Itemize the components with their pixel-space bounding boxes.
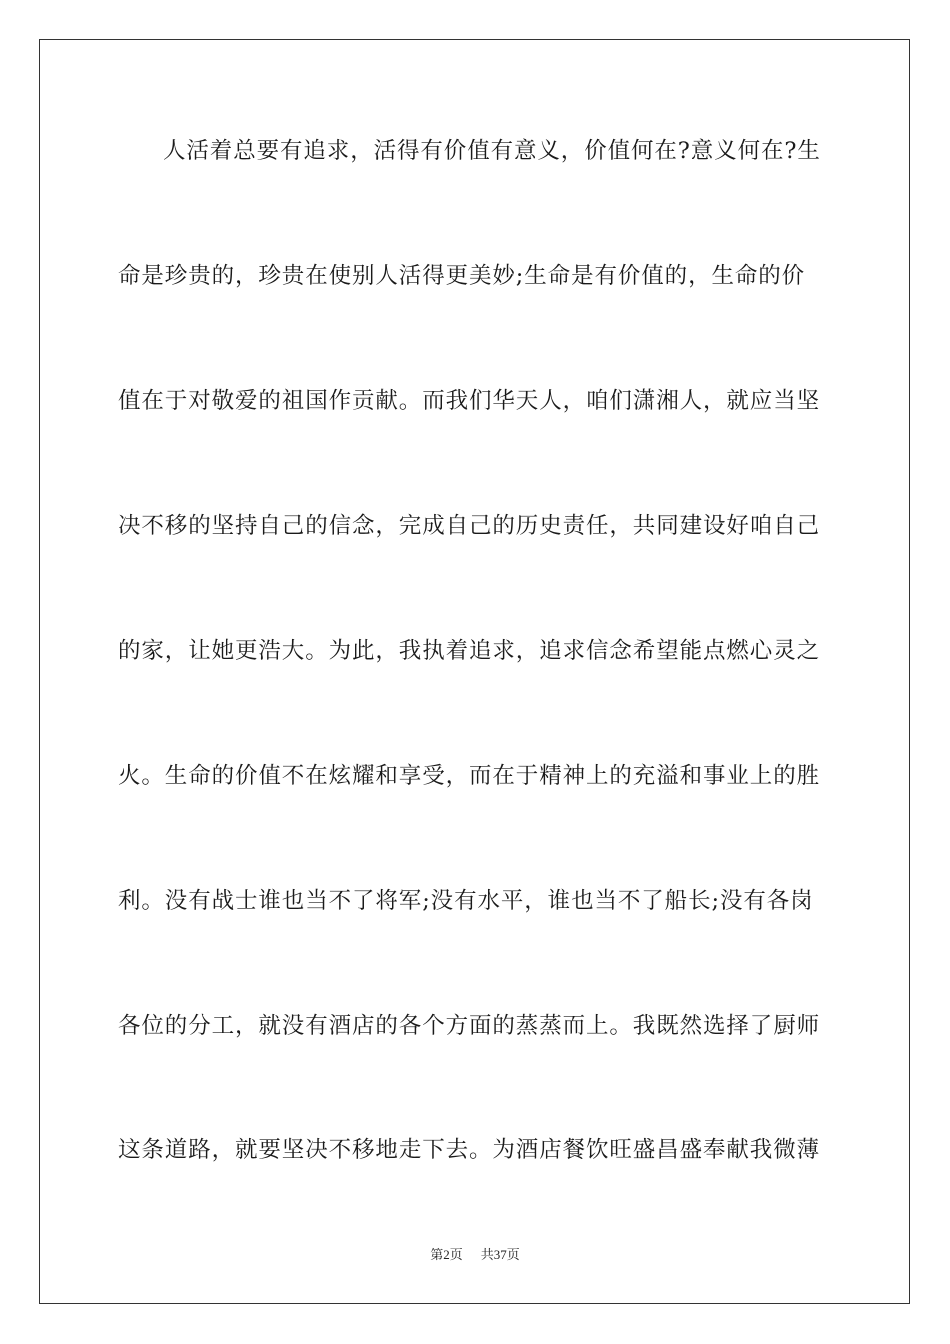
page-number: 第2页 (430, 1247, 463, 1262)
paragraph-line: 利。没有战士谁也当不了将军;没有水平，谁也当不了船长;没有各岗 (118, 888, 814, 914)
paragraph-line: 的家，让她更浩大。为此，我执着追求，追求信念希望能点燃心灵之 (118, 638, 821, 664)
paragraph-line: 人活着总要有追求，活得有价值有意义，价值何在?意义何在?生 (163, 138, 821, 164)
paragraph-line: 命是珍贵的，珍贵在使别人活得更美妙;生命是有价值的，生命的价 (118, 263, 806, 289)
paragraph-line: 值在于对敬爱的祖国作贡献。而我们华天人，咱们潇湘人，就应当坚 (118, 388, 821, 414)
paragraph-line: 火。生命的价值不在炫耀和享受，而在于精神上的充溢和事业上的胜 (118, 763, 821, 789)
page-total: 共37页 (480, 1247, 520, 1262)
page-footer (0, 1244, 950, 1263)
paragraph-line: 各位的分工，就没有酒店的各个方面的蒸蒸而上。我既然选择了厨师 (118, 1013, 821, 1039)
page-border (39, 39, 910, 1304)
paragraph-line: 这条道路，就要坚决不移地走下去。为酒店餐饮旺盛昌盛奉献我微薄 (118, 1137, 821, 1163)
paragraph-line: 决不移的坚持自己的信念，完成自己的历史责任，共同建设好咱自己 (118, 513, 821, 539)
